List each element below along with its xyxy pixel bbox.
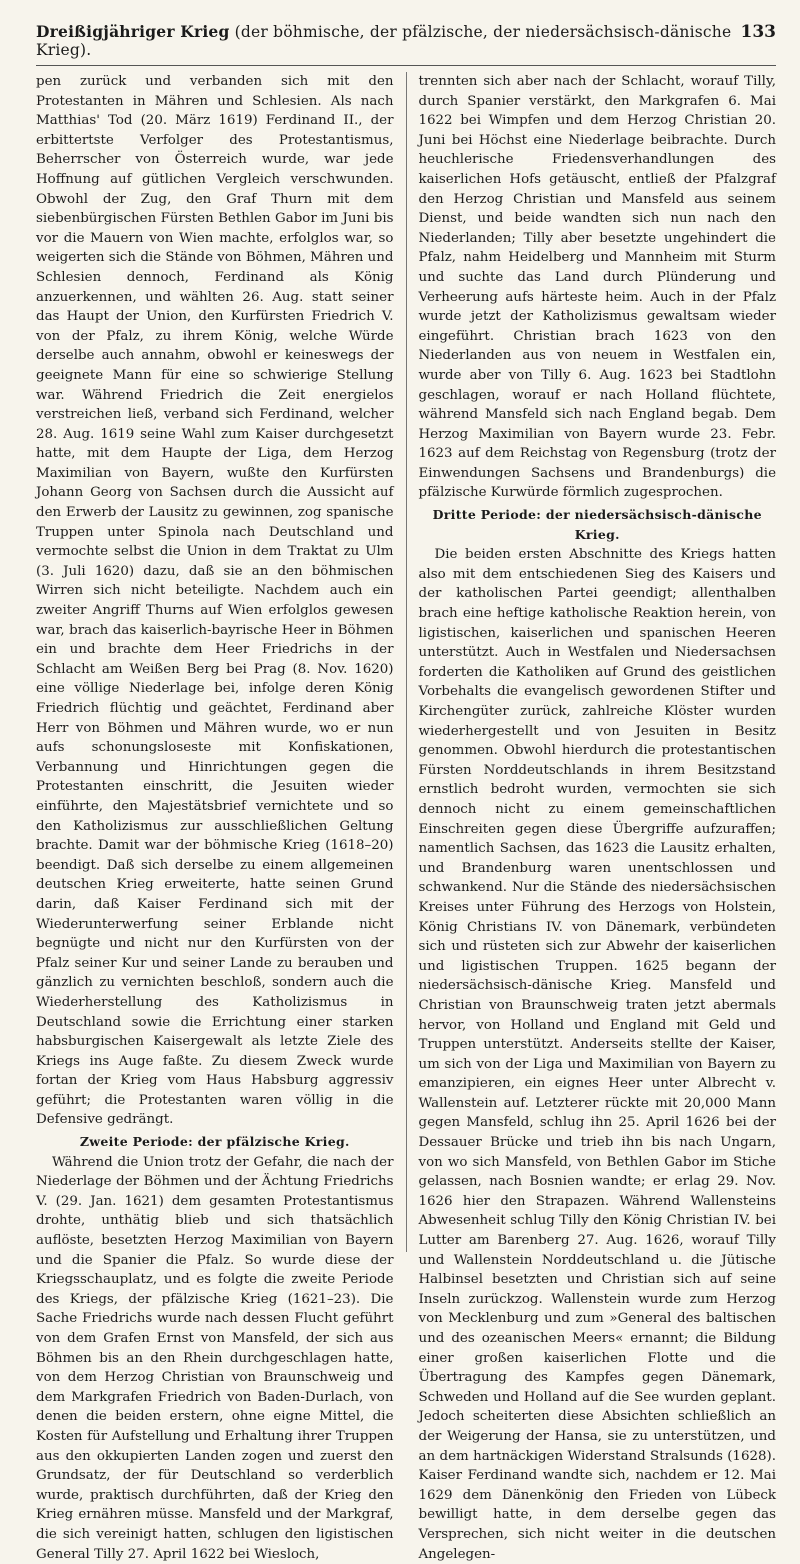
column-divider [406,72,407,1252]
right-paragraph-2: Die beiden ersten Abschnitte des Kriegs hatten also mit dem entschiedenen Sieg des Kaisers und der katholischen Partei geendigt; allenthalben brach eine heftige katholische Reaktion herein, von ligistischen, kaiserlichen und spanischen Heeren unterstützt. Auch in Westfalen und Niedersachsen forderten die Katholiken auf Grund des geistlichen Vorbehalts die evangelisch gewordenen Stifter und Kirchengüter zurück, zahlreiche Klöster wurden wiederhergestellt und von Jesuiten in Besitz genommen. Obwohl hierdurch die protestantischen Fürsten Norddeutschlands in ihrem Besitzstand ernstlich bedroht wurden, vermochten sie sich dennoch nicht zu einem gemeinschaftlichen Einschreiten gegen diese Übergriffe aufzuraffen; namentlich Sachsen, das 1623 die Lausitz erhalten, und Brandenburg waren unentschlossen und schwankend. Nur die Stände des niedersächsischen Kreises unter Führung des Herzogs von Holstein, König Christians IV. von Dänemark, verbündeten sich und rüsteten sich zur Abwehr der kaiserlichen und ligistischen Truppen. 1625 begann der niedersächsisch-dänische Krieg. Mansfeld und Christian von Braunschweig traten jetzt abermals hervor, von Holland und England mit Geld und Truppen unterstützt. Anderseits stellte der Kaiser, um sich von der Liga und Maximilian von Bayern zu emanzipieren, ein eignes Heer unter Albrecht v. Wallenstein auf. Letzterer rückte mit 20,000 Mann gegen Mansfeld, schlug ihn 25. April 1626 bei der Dessauer Brücke und trieb ihn bis nach Ungarn, von wo sich Mansfeld, von Bethlen Gabor im Stiche gelassen, nach Bosnien wandte; er erlag 29. Nov. 1626 hier den Strapazen. Während Wallensteins Abwesenheit schlug Tilly den König Christian IV. bei Lutter am Barenberg 27. Aug. 1626, worauf Tilly und Wallenstein Norddeutschland u. die Jütische Halbinsel besetzten und Christian sich auf seine Inseln zurückzog. Wallenstein wurde zum Herzog von Mecklenburg und zum »General des baltischen und des ozeanischen Meers« ernannt; die Bildung einer großen kaiserlichen Flotte und die Übertragung des Kampfes gegen Dänemark, Schweden und Holland auf die See wurden geplant. Jedoch scheiterten diese Absichten schließlich an der Weigerung der Hansa, sie zu unterstützen, und an dem hartnäckigen Widerstand Stralsunds (1628). Kaiser Ferdinand wandte sich, nachdem er 12. Mai 1629 dem Dänenkönig den Frieden von Lübeck bewilligt hatte, in dem derselbe gegen das Versprechen, sich nicht weiter in die deutschen Angelegen- [418,547,776,1562]
running-head [36,22,776,66]
running-title-main: Dreißigjähriger Krieg [36,22,230,41]
right-paragraph-1: trennten sich aber nach der Schlacht, worauf Tilly, durch Spanier verstärkt, den Markgrafen 6. Mai 1622 bei Wimpfen und dem Herzog Christian 20. Juni bei Höchst eine Niederlage beibrachte. Durch heuchlerische Friedensverhandlungen des kaiserlichen Hofs getäuscht, entließ der Pfalzgraf den Herzog Christian und Mansfeld aus seinem Dienst, und beide wandten sich nun nach den Niederlanden; Tilly aber besetzte ungehindert die Pfalz, nahm Heidelberg und Mannheim mit Sturm und suchte das Land durch Plünderung und Verheerung aufs härteste heim. Auch in der Pfalz wurde jetzt der Katholizismus gewaltsam wieder eingeführt. Christian brach 1623 von den Niederlanden aus von neuem in Westfalen ein, wurde aber von Tilly 6. Aug. 1623 bei Stadtlohn geschlagen, worauf er nach Holland flüchtete, während Mansfeld sich nach England begab. Dem Herzog Maximilian von Bayern wurde 23. Febr. 1623 auf dem Reichstag von Regensburg (trotz der Einwendungen Sachsens und Brandenburgs) die pfälzische Kurwürde förmlich zugesprochen. [418,74,776,501]
right-column [418,72,777,1562]
page-number: 133 [740,22,776,42]
section-heading-second-period: Zweite Periode: der pfälzische Krieg. [79,1134,350,1150]
left-paragraph-2: Während die Union trotz der Gefahr, die nach der Niederlage der Böhmen und der Ächtung Friedrichs V. (29. Jan. 1621) dem gesamten Protestantismus drohte, unthätig blieb und sich thatsächlich auflöste, besetzten Herzog Maximilian von Bayern und die Spanier die Pfalz. So wurde diese der Kriegsschauplatz, und es folgte die zweite Periode des Kriegs, der pfälzische Krieg (1621–23). Die Sache Friedrichs wurde nach dessen Flucht geführt von dem Grafen Ernst von Mansfeld, der sich aus Böhmen bis an den Rhein durchgeschlagen hatte, von dem Herzog Christian von Braunschweig und dem Markgrafen Friedrich von Baden-Durlach, von denen die beiden erstern, ohne eigne Mittel, die Kosten für Aufstellung und Erhaltung ihrer Truppen aus den okkupierten Landen zogen und zuerst den Grundsatz, der für Deutschland so verderblich wurde, praktisch durchführten, daß der Krieg den Krieg ernähren müsse. Mansfeld und der Markgraf, die sich vereinigt hatten, schlugen den ligistischen General Tilly 27. April 1622 bei Wiesloch, [36,1154,394,1562]
running-title [36,22,741,59]
left-paragraph-1: pen zurück und verbanden sich mit den Protestanten in Mähren und Schlesien. Als nach Matthias' Tod (20. März 1619) Ferdinand II., der erbittertste Verfolger des Protestantismus, Beherrscher von Österreich wurde, war jede Hoffnung auf gütlichen Vergleich verschwunden. Obwohl der Zug, den Graf Thurn mit dem siebenbürgischen Fürsten Bethlen Gabor im Juni bis vor die Mauern von Wien machte, erfolglos war, so weigerten sich die Stände von Böhmen, Mähren und Schlesien dennoch, Ferdinand als König anzuerkennen, und wählten 26. Aug. statt seiner das Haupt der Union, den Kurfürsten Friedrich V. von der Pfalz, zu ihrem König, welche Würde derselbe auch annahm, obwohl er keineswegs der geeignete Mann für eine so schwierige Stellung war. Während Friedrich die Zeit energielos verstreichen ließ, verband sich Ferdinand, welcher 28. Aug. 1619 seine Wahl zum Kaiser durchgesetzt hatte, mit dem Haupte der Liga, dem Herzog Maximilian von Bayern, wußte den Kurfürsten Johann Georg von Sachsen durch die Aussicht auf den Erwerb der Lausitz zu gewinnen, zog spanische Truppen unter Spinola nach Deutschland und vermochte selbst die Union in dem Traktat zu Ulm (3. Juli 1620) dazu, daß sie an den böhmischen Wirren sich nicht beteiligte. Nachdem auch ein zweiter Angriff Thurns auf Wien erfolglos gewesen war, brach das kaiserlich-bayrische Heer in Böhmen ein und brachte dem Heer Friedrichs in der Schlacht am Weißen Berg bei Prag (8. Nov. 1620) eine völlige Niederlage bei, infolge deren König Friedrich flüchtig und geächtet, Ferdinand aber Herr von Böhmen und Mähren wurde, wo er nun aufs schonungsloseste mit Konfiskationen, Verbannung und Hinrichtungen gegen die Protestanten einschritt, die Jesuiten wieder einführte, den Majestätsbrief vernichtete und so den Katholizismus zur ausschließlichen Geltung brachte. Damit war der böhmische Krieg (1618–20) beendigt. Daß sich derselbe zu einem allgemeinen deutschen Krieg erweiterte, hatte seinen Grund darin, daß Kaiser Ferdinand sich mit der Wiederunterwerfung seiner Erblande nicht begnügte und nicht nur den Kurfürsten von der Pfalz seiner Kur und seiner Lande zu berauben und gänzlich zu vernichten beschloß, sondern auch die Wiederherstellung des Katholizismus in Deutschland sowie die Errichtung einer starken habsburgischen Kaisergewalt als letzte Ziele des Kriegs ins Auge faßte. Zu diesem Zweck wurde fortan der Krieg vom Haus Habsburg aggressiv geführt; die Protestanten waren völlig in die Defensive gedrängt. [36,74,394,1128]
section-heading-third-period: Dritte Periode: der niedersächsisch-dänische Krieg. [432,507,762,542]
running-title-sub: (der böhmische, der pfälzische, der niedersächsisch-dänische Krieg). [36,23,732,59]
text-columns [36,72,776,1562]
left-column [36,72,394,1562]
